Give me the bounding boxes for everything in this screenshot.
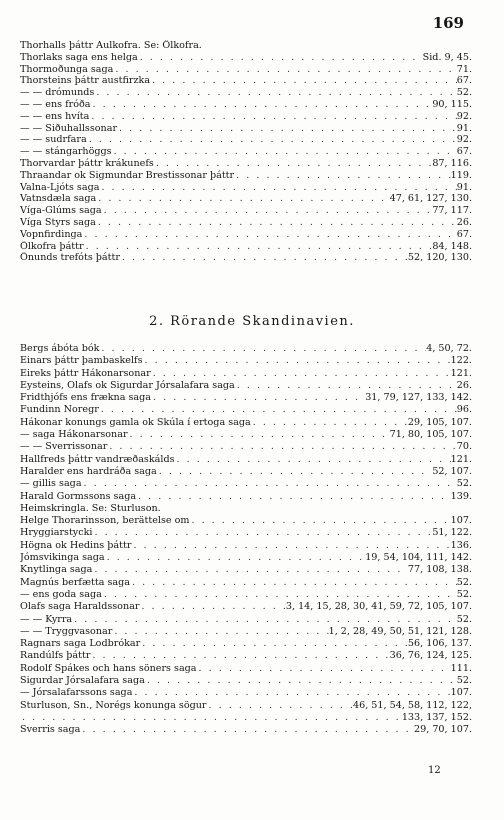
index-entry — [20, 687, 472, 699]
entry-title: Thraandar ok Sigmundar Brestissonar þáttr — [20, 169, 235, 181]
entry-title: — — drómunds — [20, 87, 95, 99]
entry-pages: 56, 106, 137. — [407, 638, 472, 650]
entry-title: Thormoðunga saga — [20, 63, 114, 75]
section-heading: 2. Rörande Skandinavien. — [149, 314, 355, 329]
entry-pages: 91. — [456, 122, 472, 134]
dot-leader — [150, 75, 457, 87]
entry-title: — saga Hákonarsonar — [20, 429, 128, 441]
entry-title: — — ens hvíta — [20, 110, 90, 122]
dot-leader — [72, 614, 457, 626]
entry-title: — ens goda saga — [20, 588, 102, 600]
entry-title: Rodolf Spákes och hans söners saga — [20, 662, 197, 674]
entry-title: — — Siðuhallssonar — [20, 122, 118, 134]
entry-title: Knytlinga saga — [20, 564, 93, 576]
entry-pages: 71, 80, 105, 107. — [389, 429, 472, 441]
entry-pages: 96. — [456, 404, 472, 416]
dot-leader — [99, 343, 426, 355]
entry-pages: Sid. 9, 45. — [422, 51, 472, 63]
entry-pages: 52. — [456, 576, 472, 588]
entry-title: Vatnsdæla saga — [20, 193, 97, 205]
dot-leader — [202, 40, 472, 52]
entry-title: Sverris saga — [20, 724, 81, 736]
entry-title: — — Kyrra — [20, 613, 73, 625]
dot-leader — [90, 650, 389, 662]
index-entry — [20, 663, 472, 675]
index-entry — [20, 527, 472, 539]
dot-leader — [120, 252, 408, 264]
entry-pages: 107. — [450, 515, 472, 527]
dot-leader — [113, 64, 456, 76]
index-entry — [20, 146, 472, 158]
dot-leader — [139, 601, 285, 613]
index-entry — [20, 392, 472, 404]
entry-pages: 4, 50, 72. — [426, 343, 472, 354]
index-entry — [20, 123, 472, 135]
page-number: 169 — [432, 14, 464, 32]
index-entry — [20, 380, 472, 392]
entry-title: — — Tryggvasonar — [20, 625, 113, 637]
dot-leader — [145, 675, 457, 687]
signature-mark: 12 — [428, 765, 441, 776]
entry-pages: 26. — [456, 379, 472, 391]
dot-leader — [102, 589, 457, 601]
index-entry — [20, 170, 472, 182]
dot-leader — [151, 392, 365, 404]
entry-pages: 136. — [450, 539, 472, 551]
entry-pages: 3, 14, 15, 28, 30, 41, 59, 72, 105, 107. — [285, 601, 472, 613]
index-entry — [20, 217, 472, 229]
entry-pages: 52. — [456, 478, 472, 490]
dot-leader — [92, 564, 408, 576]
entry-pages: 46, 51, 54, 58, 112, 122, — [353, 699, 472, 711]
index-entry — [20, 87, 472, 99]
dot-leader — [99, 404, 457, 416]
entry-pages: 29, 70, 107. — [414, 724, 472, 736]
index-entry — [20, 466, 472, 478]
index-entry — [20, 134, 472, 146]
dot-leader — [207, 700, 353, 712]
entry-title: Eysteins, Olafs ok Sigurdar Jórsalafara saga — [20, 379, 235, 391]
dot-leader — [128, 429, 390, 441]
entry-title: — — Sverrissonar — [20, 441, 108, 453]
entry-pages: 92. — [456, 110, 472, 122]
entry-pages: 19, 54, 104, 111, 142. — [365, 552, 472, 564]
dot-leader — [80, 724, 414, 736]
index-entry — [20, 64, 472, 76]
dot-leader — [102, 205, 433, 217]
index-entry — [20, 429, 472, 441]
entry-pages: 107. — [450, 687, 472, 699]
index-section-sagas — [20, 40, 472, 264]
entry-pages: 90, 115. — [432, 98, 472, 110]
index-entry — [20, 577, 472, 589]
entry-title: Víga Styrs saga — [20, 216, 96, 228]
dot-leader — [138, 52, 423, 64]
index-entry — [20, 75, 472, 87]
index-entry — [20, 441, 472, 453]
dot-leader — [82, 478, 457, 490]
entry-pages: 52. — [456, 87, 472, 99]
entry-pages: 121. — [450, 453, 472, 465]
index-entry — [20, 515, 472, 527]
dot-leader — [154, 158, 433, 170]
entry-title: Harald Gormssons saga — [20, 490, 137, 502]
dot-leader — [117, 123, 457, 135]
entry-pages: 139. — [450, 490, 472, 502]
entry-pages: 52. — [456, 613, 472, 625]
index-entry — [20, 491, 472, 503]
dot-leader — [92, 527, 432, 539]
entry-title: Olafs saga Haraldssonar — [20, 601, 140, 613]
index-entry — [20, 182, 472, 194]
index-entry — [20, 229, 472, 241]
entry-title: Randúlfs þáttr — [20, 650, 91, 662]
index-entry — [20, 478, 472, 490]
dot-leader — [84, 241, 433, 253]
dot-leader — [82, 229, 456, 241]
entry-title: Bergs ábóta bók — [20, 343, 100, 354]
index-entry — [20, 564, 472, 576]
entry-title: Fridthjófs ens frækna saga — [20, 392, 152, 404]
entry-pages: 91. — [456, 181, 472, 193]
index-entry — [20, 404, 472, 416]
entry-title: Thorvardar þáttr krákunefs — [20, 157, 154, 169]
entry-title: Önunds trefóts þáttr — [20, 252, 120, 264]
entry-pages: 87, 116. — [432, 157, 472, 169]
entry-pages: 119. — [450, 169, 472, 181]
entry-title: — — stángarhöggs — [20, 146, 112, 158]
entry-title: Hryggiarstycki — [20, 527, 93, 539]
index-entry — [20, 205, 472, 217]
dot-leader — [197, 663, 451, 675]
entry-title: Fundinn Noregr — [20, 404, 99, 416]
entry-title: Sturluson, Sn., Norégs konunga sögur — [20, 699, 207, 711]
entry-pages: 29, 105, 107. — [407, 416, 472, 428]
entry-title: Thorhalls þáttr Aulkofra. Se: Ölkofra. — [20, 40, 202, 51]
entry-pages: 121. — [450, 367, 472, 379]
entry-title: Sigurdar Jórsalafara saga — [20, 675, 145, 687]
dot-leader — [189, 515, 450, 527]
index-entry — [20, 343, 472, 355]
dot-leader — [99, 182, 456, 194]
index-section-scandinavia — [20, 343, 472, 737]
dot-leader — [96, 217, 457, 229]
entry-pages: 52. — [456, 588, 472, 600]
dot-leader — [161, 503, 472, 515]
index-entry — [20, 712, 472, 724]
entry-pages: 51, 122. — [432, 527, 472, 539]
index-entry — [20, 355, 472, 367]
index-entry — [20, 650, 472, 662]
dot-leader — [89, 111, 456, 123]
index-entry — [20, 675, 472, 687]
index-entry — [20, 601, 472, 613]
entry-pages: 133, 137, 152. — [401, 711, 472, 723]
entry-pages: 1, 2, 28, 49, 50, 51, 121, 128. — [328, 625, 472, 637]
index-entry — [20, 626, 472, 638]
dot-leader — [235, 380, 457, 392]
entry-title: Jómsvikinga saga — [20, 552, 105, 564]
index-entry — [20, 193, 472, 205]
entry-pages: 31, 79, 127, 133, 142. — [365, 392, 472, 404]
entry-pages: 67. — [456, 75, 472, 87]
entry-pages: 52, 107. — [432, 465, 472, 477]
dot-leader — [131, 540, 450, 552]
index-entry — [20, 614, 472, 626]
entry-pages: 67. — [456, 146, 472, 158]
entry-title: — — ens fróða — [20, 98, 91, 110]
index-entry — [20, 589, 472, 601]
entry-title: Thorlaks saga ens helga — [20, 51, 138, 63]
entry-title: Haralder ens hardráða saga — [20, 465, 157, 477]
dot-leader — [234, 170, 450, 182]
dot-leader — [140, 638, 408, 650]
entry-title: Heimskringla. Se: Sturluson. — [20, 502, 161, 514]
dot-leader — [107, 441, 456, 453]
index-entry — [20, 368, 472, 380]
index-entry — [20, 417, 472, 429]
entry-pages: 36, 76, 124, 125. — [389, 650, 472, 662]
entry-pages: 111. — [450, 662, 472, 674]
index-entry — [20, 638, 472, 650]
dot-leader — [94, 87, 456, 99]
entry-title: Einars þáttr þambaskelfs — [20, 355, 143, 367]
index-entry — [20, 241, 472, 253]
index-entry — [20, 40, 472, 52]
index-entry — [20, 700, 472, 712]
entry-pages: 26. — [456, 216, 472, 228]
entry-title: — — sudrfara — [20, 134, 87, 146]
dot-leader — [112, 146, 457, 158]
entry-title: Valna-Ljóts saga — [20, 181, 100, 193]
index-entry — [20, 99, 472, 111]
dot-leader — [151, 368, 451, 380]
dot-leader — [130, 577, 457, 589]
dot-leader — [132, 687, 450, 699]
entry-pages: 77, 117. — [432, 205, 472, 217]
entry-pages: 71. — [456, 63, 472, 75]
dot-leader — [143, 355, 451, 367]
index-entry — [20, 540, 472, 552]
entry-title: Ragnars saga Lodbrókar — [20, 638, 141, 650]
index-entry — [20, 158, 472, 170]
entry-pages: 84, 148. — [432, 240, 472, 252]
index-entry — [20, 454, 472, 466]
entry-title: Högna ok Hedins þáttr — [20, 539, 132, 551]
index-entry — [20, 252, 472, 264]
index-entry — [20, 52, 472, 64]
dot-leader — [157, 466, 433, 478]
entry-title: Ölkofra þáttr — [20, 240, 84, 252]
index-entry — [20, 552, 472, 564]
dot-leader — [91, 99, 433, 111]
entry-pages: 92. — [456, 134, 472, 146]
entry-pages: 77, 108, 138. — [407, 564, 472, 576]
entry-title: Eireks þáttr Hákonarsonar — [20, 367, 151, 379]
entry-title: — gillis saga — [20, 478, 82, 490]
dot-leader — [112, 626, 328, 638]
entry-pages: 47, 61, 127, 130. — [389, 193, 472, 205]
index-entry — [20, 724, 472, 736]
entry-title: Vopnfirdinga — [20, 228, 83, 240]
dot-leader — [175, 454, 451, 466]
entry-pages: 52. — [456, 675, 472, 687]
entry-pages: 122. — [450, 355, 472, 367]
index-entry — [20, 111, 472, 123]
dot-leader — [136, 491, 451, 503]
dot-leader — [20, 712, 402, 724]
entry-title: Hákonar konungs gamla ok Skúla í ertoga saga — [20, 416, 251, 428]
entry-title: Hallfreds þáttr vandræðaskálds — [20, 453, 175, 465]
entry-pages: 67. — [456, 228, 472, 240]
index-entry — [20, 503, 472, 515]
entry-title: Helge Thorarinsson, berättelse om — [20, 515, 190, 527]
dot-leader — [251, 417, 408, 429]
entry-pages: 52, 120, 130. — [407, 252, 472, 264]
entry-title: — Jórsalafarssons saga — [20, 687, 133, 699]
entry-title: Magnús berfætta saga — [20, 576, 130, 588]
dot-leader — [87, 134, 457, 146]
dot-leader — [105, 552, 366, 564]
entry-pages: 70. — [456, 441, 472, 453]
entry-title: Víga-Glúms saga — [20, 205, 102, 217]
entry-title: Thorsteins þáttr austfirzka — [20, 75, 151, 87]
dot-leader — [96, 193, 389, 205]
